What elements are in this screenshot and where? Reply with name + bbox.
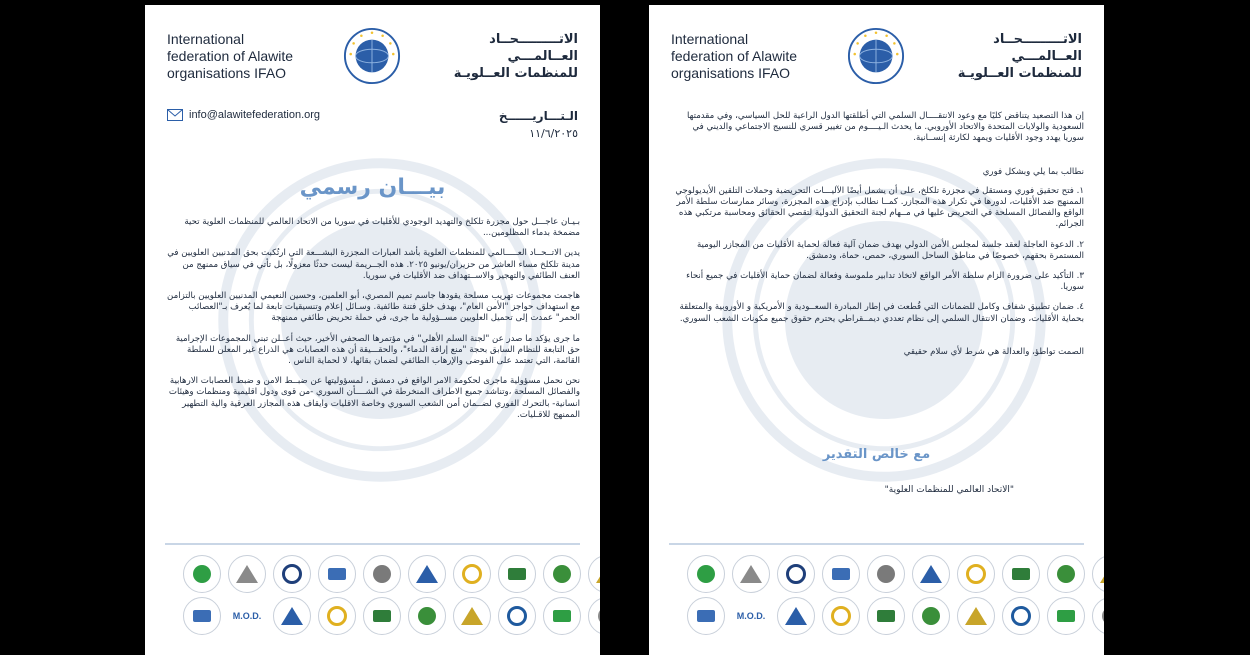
org-name-arabic: الاتـــــــــحــاد العــالمـــي للمنظمات العــلويـة [957,32,1082,81]
forest-org-shape [553,610,571,622]
horizon-org-shape [507,606,527,626]
federation-logo-icon [343,27,401,85]
demand-item: ٢. الدعوة العاجلة لعقد جلسة لمجلس الأمن الدولي بهدف ضمان آلية فعالة لحماية الأقليات من المجازر اليومية المستمرة بحقهم، خصوصًا في مناطق الساحل السوري، حمص، حماة، ودمشق. [696,239,1084,261]
date-value: ١١/٦/٢٠٢٥ [529,127,578,140]
people-org-icon [408,597,446,635]
wreath-org-shape [327,606,347,626]
laurel-org-shape [785,607,807,625]
laurel-org-shape [281,607,303,625]
paragraph: بـيـان عاجـــل حول مجزرة تلكلخ والتهديد الوجودي للأقليات في سوريا من الاتحاد العالمي للمنظمات العلوية تحية مضمخة بدماء المظلومين... [184,217,580,239]
gear-org-icon [912,555,950,593]
eagle-org-icon [273,555,311,593]
gear-org-icon [408,555,446,593]
org-name-arabic: الاتـــــــــحــاد العــالمـــي للمنظمات العــلويـة [453,32,578,81]
statement-page-1 [145,5,600,655]
statement-body-continued [669,111,1084,367]
gear-org-shape [920,565,942,583]
demands-heading: نطالب بما يلي وبشكل فوري [982,166,1084,177]
cross-org-shape [877,610,895,622]
hands-org-shape [1102,607,1104,625]
mountain-org-shape [508,568,526,580]
tower-org-shape [236,565,258,583]
closing-line: الصمت تواطؤ، والعدالة هي شرط لأي سلام حقيقي [903,346,1084,357]
eagle-org-shape [786,564,806,584]
dove-org-icon [363,555,401,593]
sun-org-shape [966,564,986,584]
paragraph: نحن نحمل مسؤولية ماجرى لحكومة الامر الواقع في دمشق ، لمسؤوليتها عن ضبــط الامن و ضبط العصابات الارهابية والفصائل المسلحة ،وتناشد جميع الاطراف المنخرطة في الشــــأن السوري -من قوى ودول اقليمية ومنظمات وهيئات انسانية- بالتحرك الفوري لضــمان أمن الشعب السوري وخاصة الاقليات وايقاف هذه المجازر العرقية والية التطهير الممنهج للاقـليات. [168,376,580,420]
wreath-org-icon [318,597,356,635]
shield-org-icon [318,555,356,593]
dove-org-icon [867,555,905,593]
cedar-org-icon [543,555,581,593]
org-name-english: International federation of Alawite organisations IFAO [671,31,798,81]
palm-org-shape [596,565,600,583]
mod-logo [732,597,770,635]
green-dot-org-shape [193,565,211,583]
green-dot-org-shape [697,565,715,583]
wreath-org-shape [831,606,851,626]
shield-org-shape [328,568,346,580]
palm-org-icon [588,555,600,593]
green-dot-org-icon [687,555,725,593]
ring-org-shape [965,607,987,625]
ring-org-icon [453,597,491,635]
gear-org-shape [416,565,438,583]
paragraph: إن هذا التصعيد يتناقض كليًا مع وعود الانتقــــال السلمي التي أطلقتها الدول الراعية للحل السياسي، وفي مقدمتها السعودية والولايات المتحدة والاتحاد الأوروبي. ما يحدث الـيــــوم من تغيير قسري للنسيج الاجتماعي والديني في سوريا يهدد وجود الأقليات ويمهد لكارثة إنســانية. [687,111,1084,144]
horizon-org-icon [498,597,536,635]
cedar-org-shape [553,565,571,583]
forest-org-shape [1057,610,1075,622]
ring-org-icon [957,597,995,635]
regards: مع خالص التقدير [822,447,931,462]
eagle-org-icon [777,555,815,593]
wave-org-shape [697,610,715,622]
mountain-org-shape [1012,568,1030,580]
cross-org-icon [867,597,905,635]
tower-org-icon [732,555,770,593]
member-logos-footer [145,535,600,655]
palm-org-shape [1100,565,1104,583]
dove-org-shape [373,565,391,583]
wave-org-icon [183,597,221,635]
eagle-org-shape [282,564,302,584]
hands-org-icon [588,597,600,635]
paragraph: يدين الاتــحــاد العـــــالمي للمنظمات العلوية بأشد العبارات المجزرة البشـــعة التي ارتُكبت بحق المدنيين العلويين في مدينة تلكلخ مساء العاشر من حزيران/يونيو ٢٠٢٥. هذه الجــريمة ليست حدثًا معزولًا، بل تأتي في سياق ممنهج من العنف الطائفي والتهجير والاســتهداف ضد الأقليات في سوريا. [167,248,580,281]
tower-org-shape [740,565,762,583]
cedar-org-shape [1057,565,1075,583]
federation-logo-icon [847,27,905,85]
wave-org-icon [687,597,725,635]
people-org-shape [922,607,940,625]
email-address[interactable]: info@alawitefederation.org [189,109,321,121]
signature: "الاتحاد العالمي للمنظمات العلوية" [884,485,1014,495]
mod-logo [228,597,266,635]
wreath-org-icon [822,597,860,635]
cedar-org-icon [1047,555,1085,593]
mountain-org-icon [1002,555,1040,593]
laurel-org-icon [777,597,815,635]
hands-org-shape [598,607,600,625]
org-name-english: International federation of Alawite organisations IFAO [167,31,294,81]
cross-org-shape [373,610,391,622]
divider [669,543,1084,545]
people-org-icon [912,597,950,635]
cross-org-icon [363,597,401,635]
green-dot-org-icon [183,555,221,593]
demand-item: ١. فتح تحقيق فوري ومستقل في مجزرة تلكلخ، على أن يشمل أيضًا الآليـــات التحريضية وحملات التلقين الأيديولوجي الممنهج ضد الأقليات، لدورها في تكرار هذه المجازر. كمــا نطالب بإدراج هذه المجزرة، وسائر ممارسات سلطة الأمر الواقع والفصائل المسلحة في التحريض عليها في مــهام لجنة التحقيق الدولية لتقصي الحقائق ومحاسبة مرتكبي هذه الجرائم. [675,185,1084,230]
logo-row [687,555,1104,593]
horizon-org-shape [1011,606,1031,626]
contact-email[interactable] [167,109,320,121]
date-label: الـتـــاريــــــخ [498,109,578,123]
mail-icon [167,109,183,121]
statement-title: بيـــان رسمي [299,175,446,200]
horizon-org-icon [1002,597,1040,635]
forest-org-icon [1047,597,1085,635]
hands-org-icon [1092,597,1104,635]
people-org-shape [418,607,436,625]
logo-row [183,555,600,593]
mod-logo-text: M.O.D. [232,611,262,621]
sun-org-icon [453,555,491,593]
paragraph: هاجمت مجموعات تهريب مسلحة يقودها جاسم تميم المصري، أبو العلمين، وحسين النعيمي المدنيين العلويين بالتزامن مع استهداف حواجز "الأمن العام"، بهدف خلق فتنة طائفية. وسـائل إعلام وتنسيقيات تابعة لما يُعرف بـ"العصائب الحمر" عمدت إلى تحميل العلويين مســؤولية ما جرى، في حملة تحريض طائفي ممنهجة [167,291,580,324]
demand-item: ٤. ضمان تطبيق شفاف وكامل للضمانات التي قُطعت في إطار المبادرة السعــودية و الأمريكية و الأوروبية والمتعلقة بحماية الأقليات، وضمان الانتقال السلمي إلى نظام تعددي ديمــقراطي يحترم حقوق جميع مكونات الشعب السوري. [679,302,1084,324]
laurel-org-icon [273,597,311,635]
sun-org-shape [462,564,482,584]
statement-body [165,217,580,430]
member-logos-footer [649,535,1104,655]
dove-org-shape [877,565,895,583]
shield-org-icon [822,555,860,593]
tower-org-icon [228,555,266,593]
forest-org-icon [543,597,581,635]
shield-org-shape [832,568,850,580]
logo-row [687,597,1104,635]
statement-page-2 [649,5,1104,655]
paragraph: ما جرى يؤكد ما صدر عن "لجنة السلم الأهلي" في مؤتمرها الصحفي الأخير، حيث أعــلن تبني المجموعات الإجرامية حق التابعة للنظام السابق بحجة "منع إراقة الدماء"، والحقـــيقة أن هذه العصابات هي الذراع غير المعلن للسلطة القائمة، التي تعتمد على الفوضى والإرهاب الطائفي لضمان بقائها، لا لحماية الناس . [175,333,580,367]
demand-item: ٣. التأكيد على ضرورة الزام سلطة الأمر الواقع لاتخاذ تدابير ملموسة وفعالة لضمان حماية الأقليات في جميع أنحاء سوريا. [686,271,1084,293]
mod-logo-text: M.O.D. [736,611,766,621]
ring-org-shape [461,607,483,625]
wave-org-shape [193,610,211,622]
divider [165,543,580,545]
sun-org-icon [957,555,995,593]
palm-org-icon [1092,555,1104,593]
logo-row [183,597,600,635]
mountain-org-icon [498,555,536,593]
